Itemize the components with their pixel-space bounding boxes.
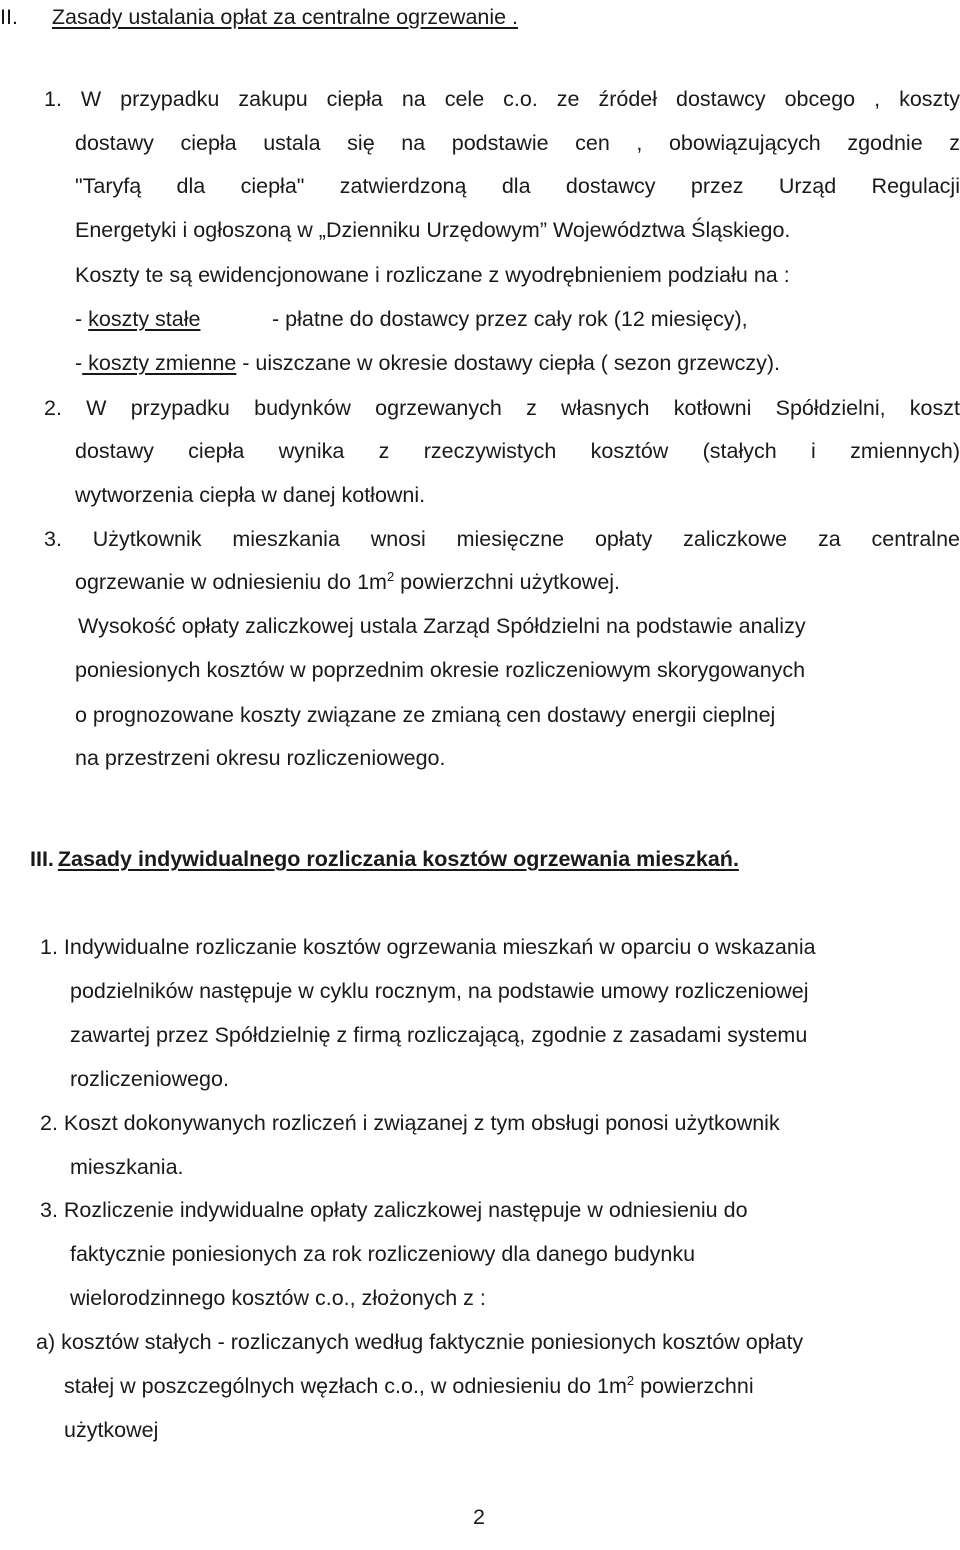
s2-p3-line6: na przestrzeni okresu rozliczeniowego. bbox=[75, 746, 446, 770]
s2-p1-line3: "Taryfą dla ciepła" zatwierdzoną dla dostawcy przez Urząd Regulacji bbox=[75, 174, 960, 198]
s2-variable-costs-line bbox=[75, 353, 780, 375]
s3-pa-line2 bbox=[64, 1373, 754, 1398]
s2-p3-line2 bbox=[75, 569, 621, 594]
s2-p1-line2: dostawy ciepła ustala się na podstawie cen , obowiązujących zgodnie z bbox=[75, 131, 960, 155]
s2-p3-line1: 3. Użytkownik mieszkania wnosi miesięczne opłaty zaliczkowe za centralne bbox=[44, 527, 960, 551]
fixed-costs-label: koszty stałe bbox=[88, 307, 201, 331]
s3-p2-line2: mieszkania. bbox=[70, 1155, 184, 1179]
s2-fixed-costs-desc: - płatne do dostawcy przez cały rok (12 miesięcy), bbox=[272, 307, 748, 331]
s3-p1-line2: podzielników następuje w cyklu rocznym, na podstawie umowy rozliczeniowej bbox=[70, 979, 809, 1003]
section-3-title: Zasady indywidualnego rozliczania kosztów ogrzewania mieszkań. bbox=[57, 847, 739, 871]
s3-p1-line3: zawartej przez Spółdzielnię z firmą rozliczającą, zgodnie z zasadami systemu bbox=[70, 1023, 808, 1047]
page-number: 2 bbox=[473, 1505, 485, 1529]
variable-costs-desc: - uiszczane w okresie dostawy ciepła ( sezon grzewczy). bbox=[236, 351, 781, 375]
s3-p1-line4: rozliczeniowego. bbox=[70, 1067, 229, 1091]
s3-pa-line2-text: stałej w poszczególnych węzłach c.o., w odniesieniu do 1m bbox=[64, 1374, 627, 1398]
section-2-heading bbox=[0, 7, 518, 29]
s3-pa-line3: użytkowej bbox=[64, 1418, 159, 1442]
s2-p1-line5: Koszty te są ewidencjonowane i rozliczane z wyodrębnieniem podziału na : bbox=[75, 263, 790, 287]
s2-p3-line2-text: ogrzewanie w odniesieniu do 1m bbox=[75, 570, 387, 594]
section-3-number: III. bbox=[30, 847, 54, 871]
s3-p3-line1: 3. Rozliczenie indywidualne opłaty zaliczkowej następuje w odniesieniu do bbox=[40, 1198, 748, 1222]
s2-p3-line3: Wysokość opłaty zaliczkowej ustala Zarząd Spółdzielni na podstawie analizy bbox=[78, 614, 806, 638]
s2-p2-line2: dostawy ciepła wynika z rzeczywistych kosztów (stałych i zmiennych) bbox=[75, 439, 960, 463]
superscript-2: 2 bbox=[386, 569, 395, 584]
s2-p1-line4: Energetyki i ogłoszoną w „Dzienniku Urzędowym” Województwa Śląskiego. bbox=[75, 218, 791, 242]
section-3-heading bbox=[30, 849, 739, 871]
section-2-number: II. bbox=[0, 5, 18, 29]
s2-fixed-costs-line bbox=[75, 309, 200, 331]
s3-pa-line1: a) kosztów stałych - rozliczanych według faktycznie poniesionych kosztów opłaty bbox=[36, 1330, 804, 1354]
s2-p2-line1: 2. W przypadku budynków ogrzewanych z własnych kotłowni Spółdzielni, koszt bbox=[44, 396, 960, 420]
superscript-2: 2 bbox=[626, 1373, 635, 1388]
variable-costs-label: koszty zmienne bbox=[82, 351, 237, 375]
s2-p2-line3: wytworzenia ciepła w danej kotłowni. bbox=[75, 483, 426, 507]
s2-p3-line4: poniesionych kosztów w poprzednim okresie rozliczeniowym skorygowanych bbox=[75, 658, 806, 682]
s2-p1-line1: 1. W przypadku zakupu ciepła na cele c.o. ze źródeł dostawcy obcego , koszty bbox=[44, 87, 960, 111]
s3-p1-line1: 1. Indywidualne rozliczanie kosztów ogrzewania mieszkań w oparciu o wskazania bbox=[40, 935, 816, 959]
s2-p3-line5: o prognozowane koszty związane ze zmianą cen dostawy energii cieplnej bbox=[75, 703, 776, 727]
variable-dash: - bbox=[75, 351, 83, 375]
s3-p2-line1: 2. Koszt dokonywanych rozliczeń i związanej z tym obsługi ponosi użytkownik bbox=[40, 1111, 780, 1135]
fixed-dash: - bbox=[75, 307, 89, 331]
s2-p3-line2-tail: powierzchni użytkowej. bbox=[394, 570, 621, 594]
section-2-title: Zasady ustalania opłat za centralne ogrzewanie . bbox=[51, 5, 519, 29]
s3-p3-line2: faktycznie poniesionych za rok rozliczeniowy dla danego budynku bbox=[70, 1242, 696, 1266]
s3-pa-line2-tail: powierzchni bbox=[634, 1374, 754, 1398]
s3-p3-line3: wielorodzinnego kosztów c.o., złożonych z : bbox=[70, 1286, 486, 1310]
